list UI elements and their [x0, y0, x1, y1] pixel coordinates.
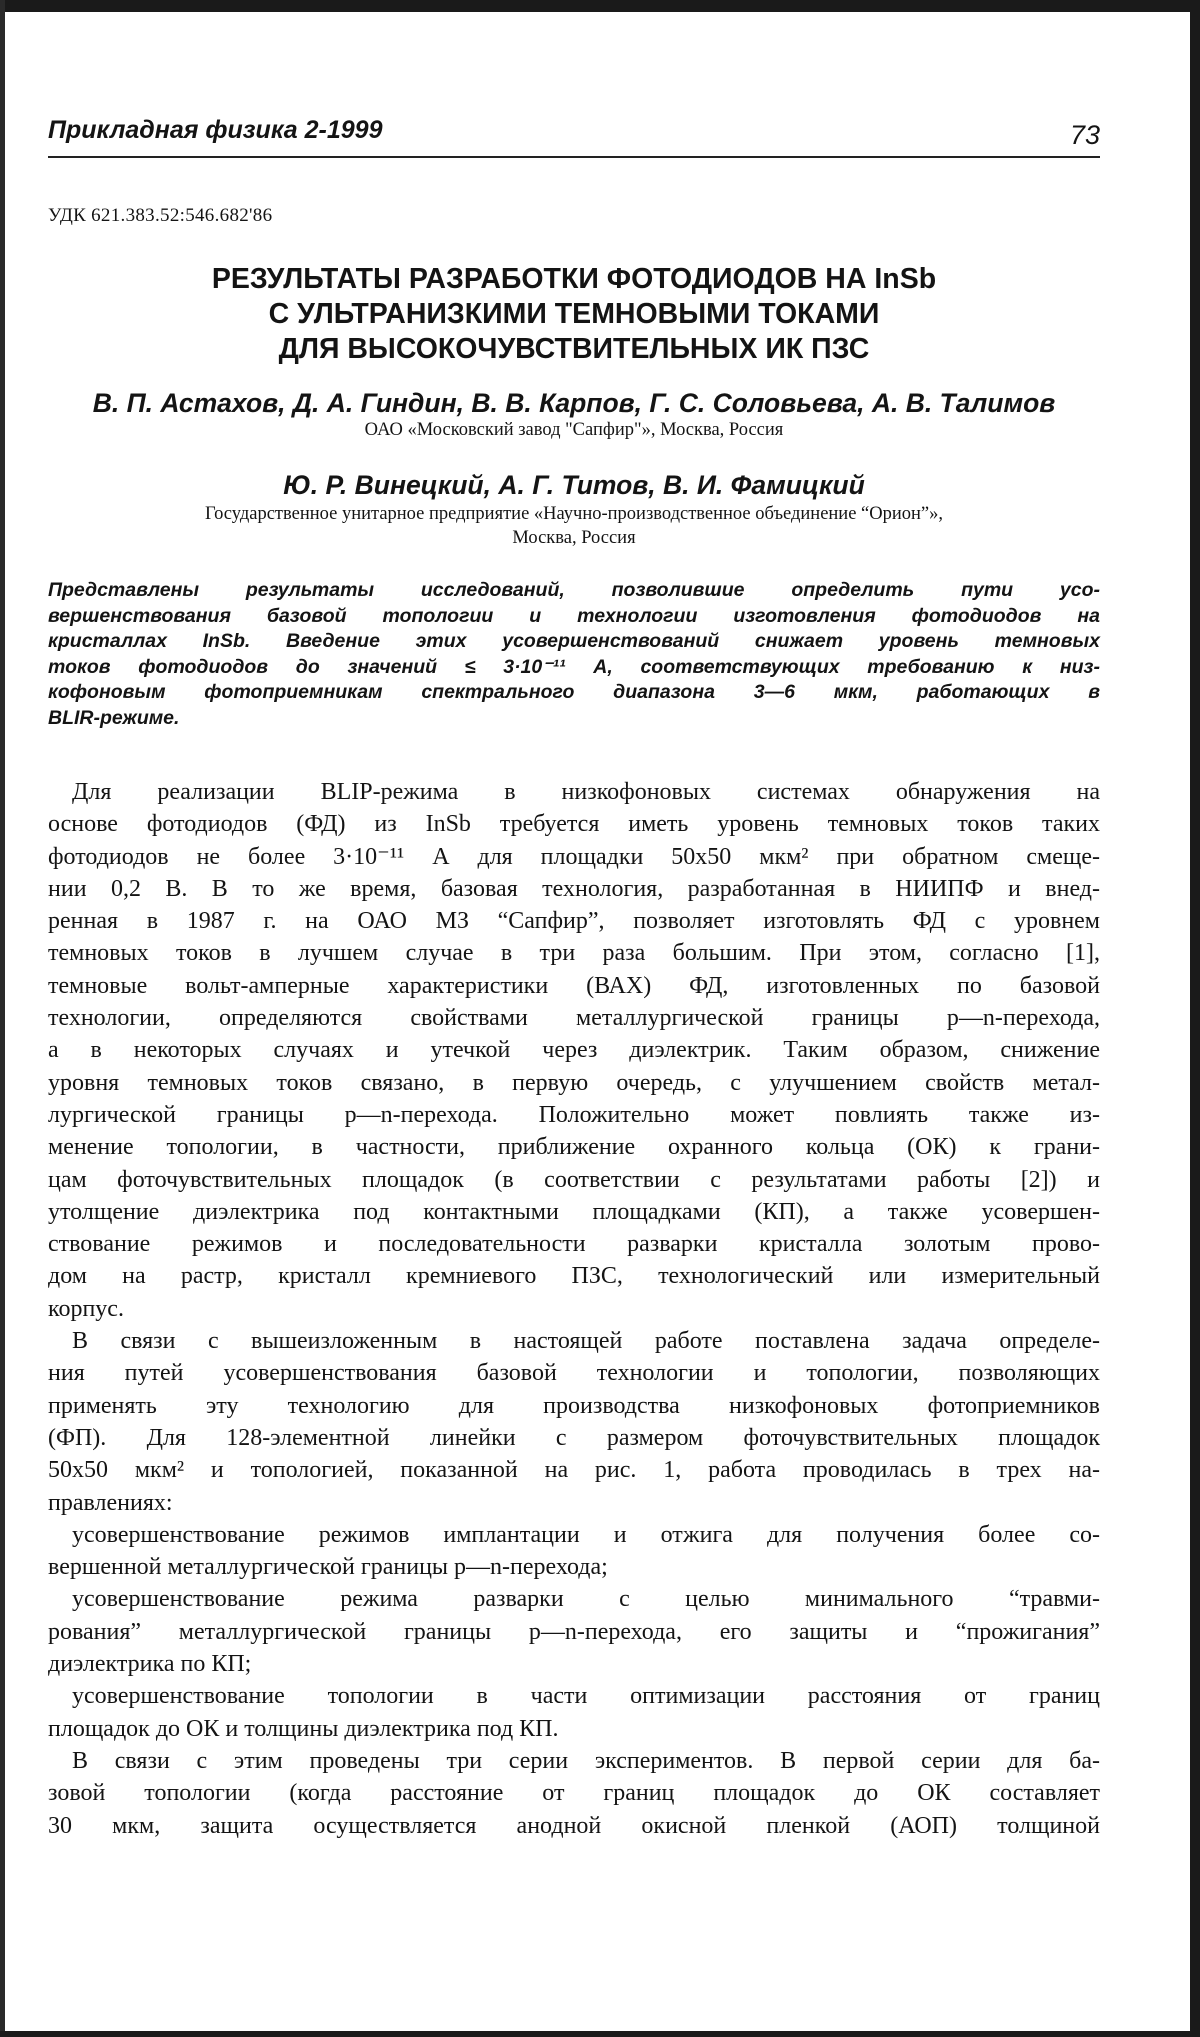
title-line: РЕЗУЛЬТАТЫ РАЗРАБОТКИ ФОТОДИОДОВ НА InSb: [211, 263, 937, 295]
body-line: дом на растр, кристалл кремниевого ПЗС, технологический или измерительный: [48, 1263, 1100, 1290]
body-line: 30 мкм, защита осуществляется анодной окисной пленкой (АОП) толщиной: [48, 1812, 1100, 1839]
abstract-line: BLIR-режиме.: [48, 706, 180, 729]
paragraph: [48, 1745, 1100, 1842]
body-line: фотодиодов не более 3·10⁻¹¹ А для площадки 50х50 мкм² при обратном смеще-: [48, 843, 1100, 870]
body-line: В связи с этим проведены три серии экспериментов. В первой серии для ба-: [72, 1747, 1100, 1774]
paragraph: [48, 1519, 1100, 1584]
scan-border-left: [0, 0, 5, 2037]
body-line: усовершенствование режимов имплантации и отжига для получения более со-: [72, 1521, 1100, 1548]
affiliation-2: [48, 502, 1100, 550]
body-line: технологии, определяются свойствами металлургической границы p—n-перехода,: [48, 1005, 1100, 1032]
abstract-line: вершенствования базовой топологии и технологии изготовления фотодиодов на: [48, 604, 1100, 627]
article-body: [48, 776, 1100, 1842]
body-line: усовершенствование топологии в части оптимизации расстояния от границ: [72, 1683, 1100, 1710]
body-line: менение топологии, в частности, приближение охранного кольца (ОК) к грани-: [48, 1134, 1100, 1161]
body-line: темновых токов в лучшем случае в три раза большим. При этом, согласно [1],: [48, 940, 1100, 967]
body-line: площадок до ОК и толщины диэлектрика под КП.: [48, 1715, 559, 1742]
paragraph: [48, 1583, 1100, 1680]
body-line: правлениях:: [48, 1489, 173, 1516]
affiliation-line: Государственное унитарное предприятие «Научно-производственное объединение “Орион”»,: [205, 504, 943, 524]
body-line: В связи с вышеизложенным в настоящей работе поставлена задача определе-: [72, 1328, 1100, 1355]
body-line: а в некоторых случаях и утечкой через диэлектрик. Таким образом, снижение: [48, 1037, 1100, 1064]
body-line: корпус.: [48, 1295, 124, 1322]
abstract-line: Представлены результаты исследований, позволившие определить пути усо-: [48, 579, 1100, 601]
authors-group-2: Ю. Р. Винецкий, А. Г. Титов, В. И. Фамицкий: [283, 470, 865, 500]
article-title: [48, 262, 1100, 367]
authors-group-1: В. П. Астахов, Д. А. Гиндин, В. В. Карпов, Г. С. Соловьева, А. В. Талимов: [92, 388, 1056, 418]
affiliation-1: ОАО «Московский завод "Сапфир"», Москва, Россия: [364, 420, 784, 440]
abstract-line: токов фотодиодов до значений ≤ 3·10⁻¹¹ А, соответствующих требованию к низ-: [48, 655, 1100, 678]
body-line: утолщение диэлектрика под контактными площадками (КП), а также усовершен-: [48, 1198, 1100, 1225]
title-line: ДЛЯ ВЫСОКОЧУВСТВИТЕЛЬНЫХ ИК ПЗС: [278, 333, 870, 365]
page-number: 73: [1069, 120, 1100, 150]
body-line: уровня темновых токов связано, в первую очередь, с улучшением свойств метал-: [48, 1069, 1100, 1096]
udk-code: УДК 621.383.52:546.682'86: [48, 205, 273, 226]
body-line: ренная в 1987 г. на ОАО МЗ “Сапфир”, позволяет изготовлять ФД с уровнем: [48, 908, 1100, 935]
scan-border-bottom: [0, 2031, 1200, 2037]
paragraph: [48, 776, 1100, 1325]
body-line: применять эту технологию для производства низкофоновых фотоприемников: [48, 1392, 1100, 1419]
scan-border-top: [0, 0, 1200, 12]
body-line: (ФП). Для 128-элементной линейки с размером фоточувствительных площадок: [48, 1424, 1100, 1451]
body-line: диэлектрика по КП;: [48, 1651, 252, 1678]
title-line: С УЛЬТРАНИЗКИМИ ТЕМНОВЫМИ ТОКАМИ: [268, 298, 880, 330]
journal-title: Прикладная физика 2-1999: [48, 116, 383, 144]
scan-border-right: [1190, 0, 1200, 2037]
body-line: вершенной металлургической границы p—n-перехода;: [48, 1554, 608, 1581]
paragraph: [48, 1680, 1100, 1745]
body-line: темновые вольт-амперные характеристики (ВАХ) ФД, изготовленных по базовой: [48, 972, 1100, 999]
body-line: ния путей усовершенствования базовой технологии и топологии, позволяющих: [48, 1360, 1100, 1387]
affiliation-line: Москва, Россия: [512, 528, 636, 548]
body-line: зовой топологии (когда расстояние от границ площадок до ОК составляет: [48, 1780, 1100, 1807]
abstract: [48, 578, 1100, 731]
body-line: цам фоточувствительных площадок (в соответствии с результатами работы [2]) и: [48, 1166, 1100, 1193]
body-line: усовершенствование режима разварки с целью минимального “травми-: [72, 1586, 1100, 1613]
body-line: рования” металлургической границы p—n-перехода, его защиты и “прожигания”: [48, 1618, 1100, 1645]
body-line: 50х50 мкм² и топологией, показанной на рис. 1, работа проводилась в трех на-: [48, 1457, 1100, 1484]
abstract-line: кофоновым фотоприемникам спектрального диапазона 3—6 мкм, работающих в: [48, 681, 1100, 703]
running-head: [48, 112, 1100, 156]
body-line: нии 0,2 В. В то же время, базовая технология, разработанная в НИИПФ и внед-: [48, 875, 1100, 902]
paragraph: [48, 1325, 1100, 1519]
body-line: ствование режимов и последовательности разварки кристалла золотым прово-: [48, 1231, 1100, 1258]
body-line: основе фотодиодов (ФД) из InSb требуется иметь уровень темновых токов таких: [48, 811, 1100, 838]
body-line: Для реализации BLIP-режима в низкофоновых системах обнаружения на: [72, 779, 1100, 805]
abstract-line: кристаллах InSb. Введение этих усовершенствований снижает уровень темновых: [48, 630, 1100, 652]
body-line: лургической границы p—n-перехода. Положительно может повлиять также из-: [48, 1101, 1100, 1128]
header-rule: [48, 156, 1100, 158]
